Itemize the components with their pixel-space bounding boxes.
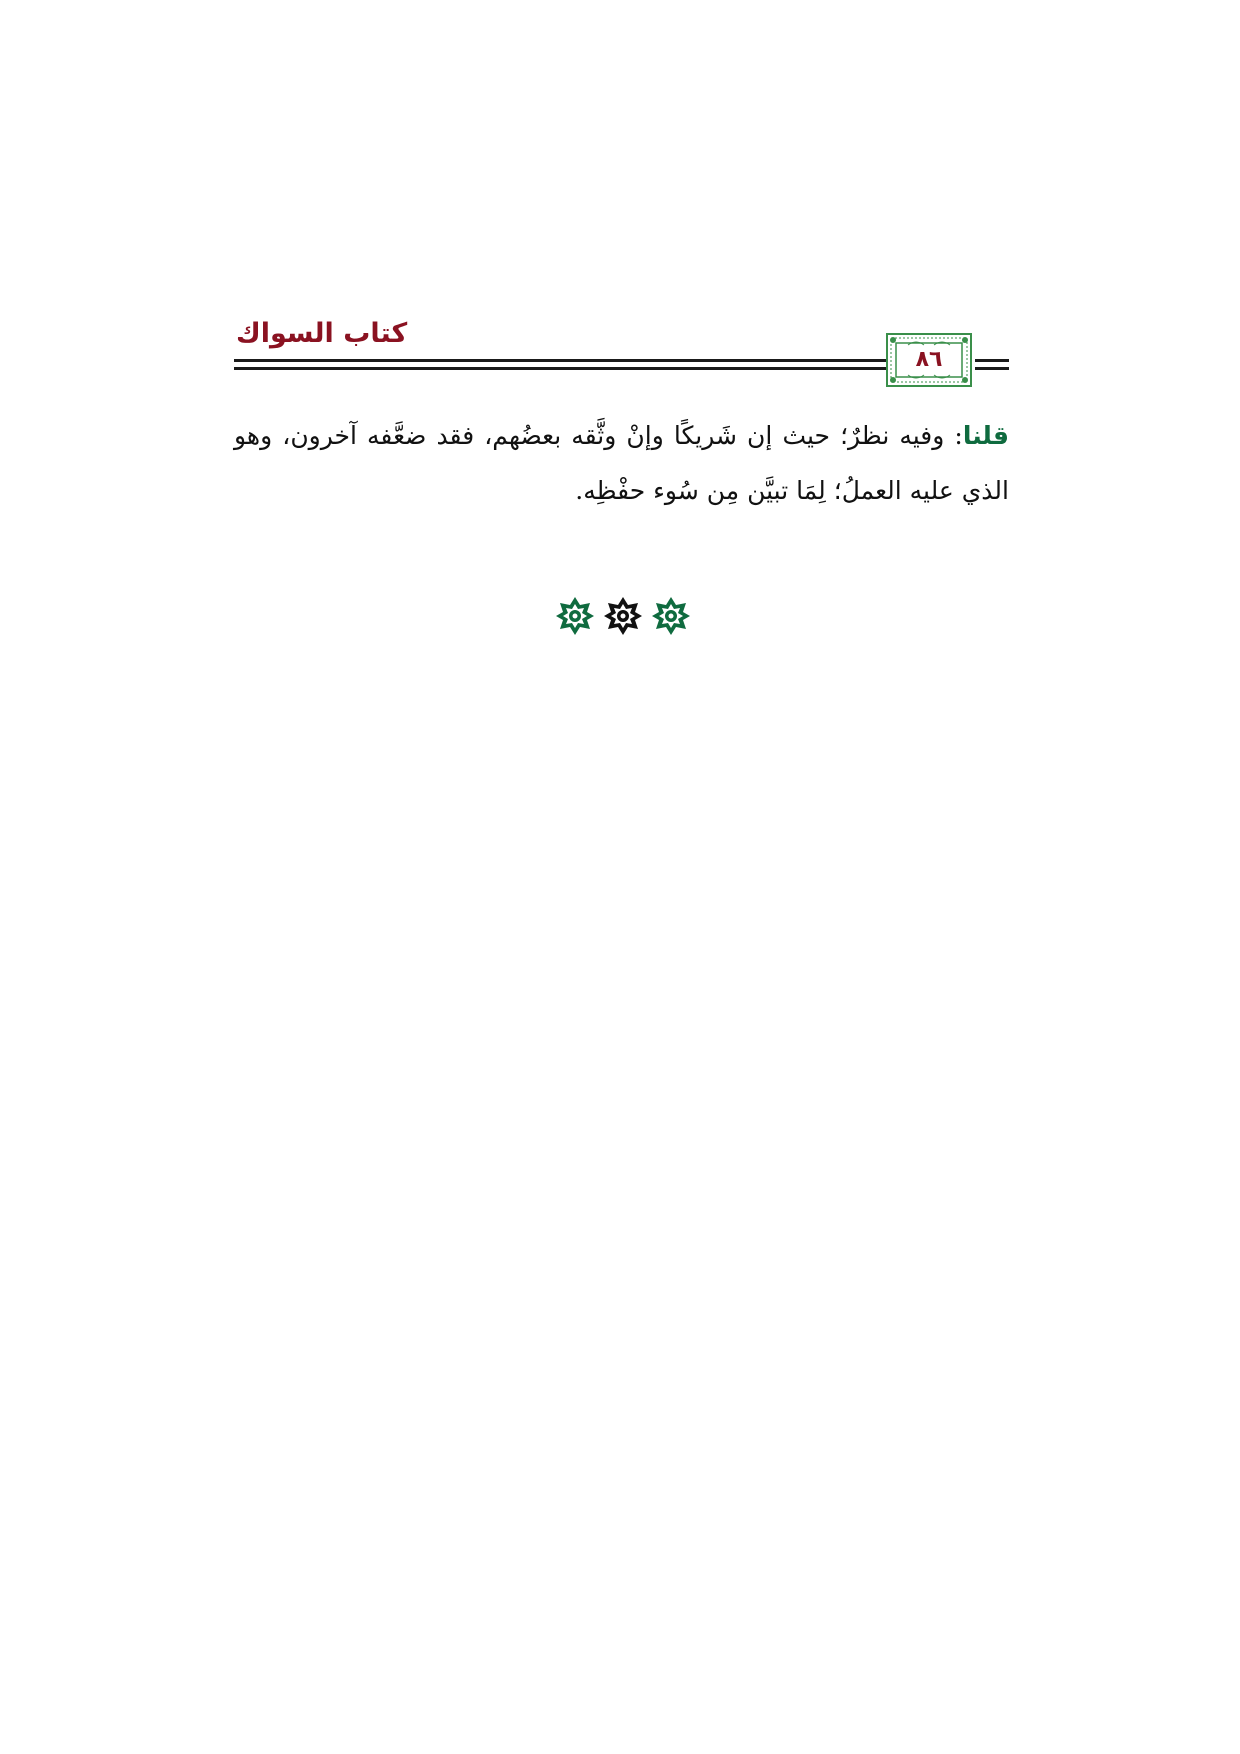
paragraph-text: : وفيه نظرٌ؛ حيث إن شَريكًا وإنْ وثَّقه بعضُهم، فقد ضعَّفه آخرون، وهو الذي عليه العملُ؛ لِمَا تبيَّن مِن سُوء حفْظِه. [234,421,1009,505]
page-number-badge [886,333,972,387]
body-paragraph [234,408,1009,518]
star-ornament-icon [555,596,595,636]
book-title: كتاب السواك [236,318,408,349]
page-number: ٨٦ [915,347,943,372]
lead-label: قلنا [962,421,1009,450]
header-rule [234,359,886,371]
star-ornament-icon [603,596,643,636]
section-divider [555,596,695,640]
star-ornament-icon [651,596,691,636]
header-rule-end [975,359,1009,371]
